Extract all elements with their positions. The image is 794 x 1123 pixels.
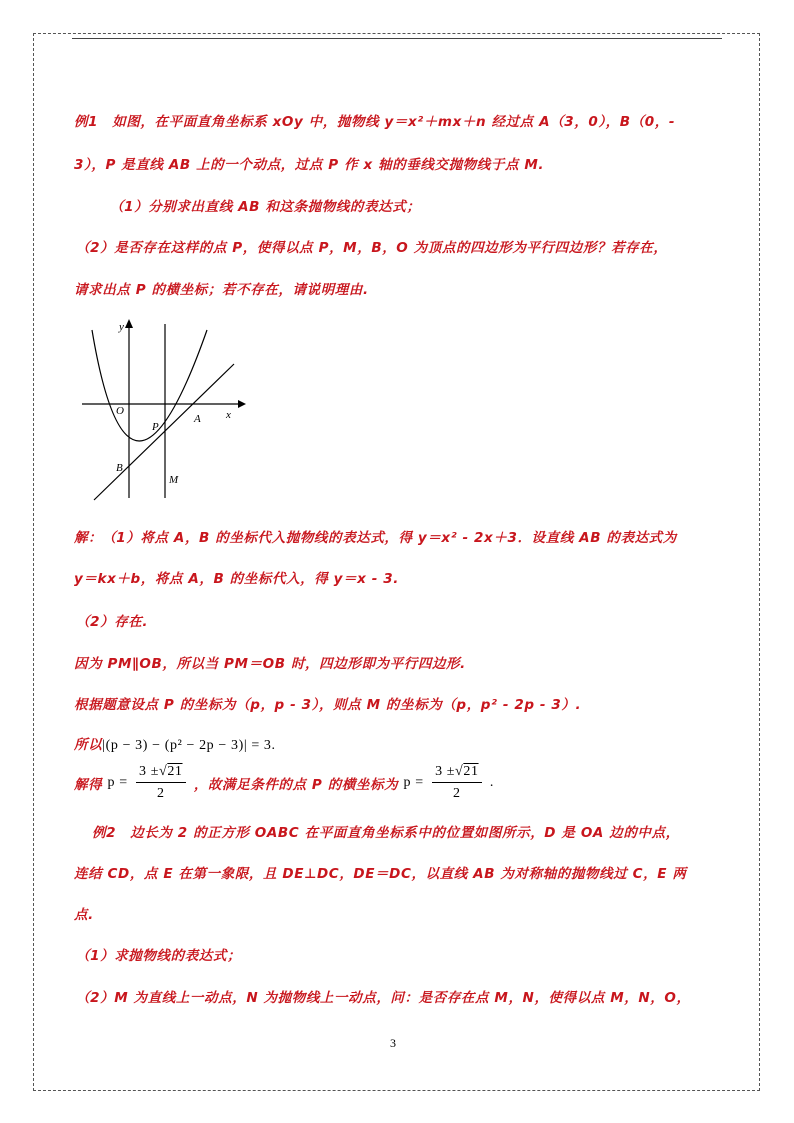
- x-axis-label: x: [226, 409, 231, 421]
- example2-question2: （2）M 为直线上一动点，N 为抛物线上一动点，问：是否存在点 M，N，使得以点 M，N，O，: [76, 990, 691, 1006]
- point-b-label: B: [116, 462, 123, 474]
- equation-end: .: [271, 738, 276, 753]
- point-m-label: M: [169, 474, 179, 486]
- y-axis-arrow: [125, 319, 133, 328]
- solution-equation-line: [74, 733, 276, 754]
- fraction-2-denominator: 2: [453, 786, 461, 801]
- result-middle-text: ，故满足条件的点 P 的横坐标为: [193, 777, 399, 793]
- parabola-figure: [76, 316, 246, 506]
- y-axis-label: y: [119, 321, 124, 333]
- fraction-1-denominator: 2: [156, 786, 165, 801]
- page-frame: [33, 33, 760, 1091]
- equation-prefix: 所以: [74, 737, 103, 753]
- point-a-label: A: [194, 413, 201, 425]
- result-lhs-1: p =: [107, 775, 128, 790]
- fraction-1-radicand: 21: [167, 764, 183, 779]
- result-end: .: [489, 775, 494, 790]
- example1-question2b: 请求出点 P 的横坐标；若不存在，请说明理由.: [74, 282, 369, 298]
- example1-question1: （1）分别求出直线 AB 和这条抛物线的表达式；: [110, 199, 421, 215]
- page-number: 3: [390, 1036, 396, 1050]
- fraction-2-numerator: 3 ±: [435, 764, 456, 779]
- solution-coordinates: 根据题意设点 P 的坐标为（p，p - 3），则点 M 的坐标为（p，p² - 2p - 3）.: [74, 697, 582, 713]
- example2-line1: 例2 边长为 2 的正方形 OABC 在平面直角坐标系中的位置如图所示，D 是 OA 边的中点，: [92, 825, 680, 841]
- example1-line2: 3），P 是直线 AB 上的一个动点，过点 P 作 x 轴的垂线交抛物线于点 M.: [74, 157, 545, 173]
- result-prefix: 解得: [74, 777, 103, 793]
- result-lhs-2: p =: [403, 775, 424, 790]
- line-ab: [94, 364, 234, 500]
- abs-value-equation: |(p − 3) − (p² − 2p − 3)| = 3: [102, 738, 272, 753]
- parabola-curve: [92, 330, 207, 441]
- example2-line3: 点.: [74, 907, 94, 923]
- point-p-label: P: [152, 421, 159, 433]
- example1-question2a: （2）是否存在这样的点 P，使得以点 P，M，B，O 为顶点的四边形为平行四边形？若存在，: [76, 240, 668, 256]
- origin-label: O: [116, 405, 124, 417]
- header-rule: [72, 38, 722, 39]
- solution-line1: 解：（1）将点 A，B 的坐标代入抛物线的表达式，得 y＝x² - 2x＋3．设直线 AB 的表达式为: [74, 530, 677, 546]
- solution-part2: （2）存在.: [76, 614, 149, 630]
- result-fraction-1: $\frac{3 \pm√21}{2}$: [136, 764, 185, 802]
- example2-line2: 连结 CD，点 E 在第一象限，且 DE⊥DC，DE＝DC，以直线 AB 为对称轴的抛物线过 C，E 两: [74, 866, 687, 882]
- solution-reason: 因为 PM∥OB，所以当 PM＝OB 时，四边形即为平行四边形.: [74, 656, 466, 672]
- solution-line2: y＝kx＋b，将点 A，B 的坐标代入，得 y＝x - 3.: [74, 571, 400, 587]
- fraction-1-numerator: 3 ±: [139, 764, 160, 779]
- example2-question1: （1）求抛物线的表达式；: [76, 948, 242, 964]
- result-fraction-2: $\frac{3 \pm√21}{2}$: [432, 764, 481, 802]
- solution-result-line: [74, 764, 494, 802]
- x-axis-arrow: [238, 400, 246, 408]
- fraction-2-radicand: 21: [463, 764, 479, 779]
- example1-line1: 例1 如图，在平面直角坐标系 xOy 中，抛物线 y＝x²＋mx＋n 经过点 A（3，0），B（0，-: [74, 114, 676, 130]
